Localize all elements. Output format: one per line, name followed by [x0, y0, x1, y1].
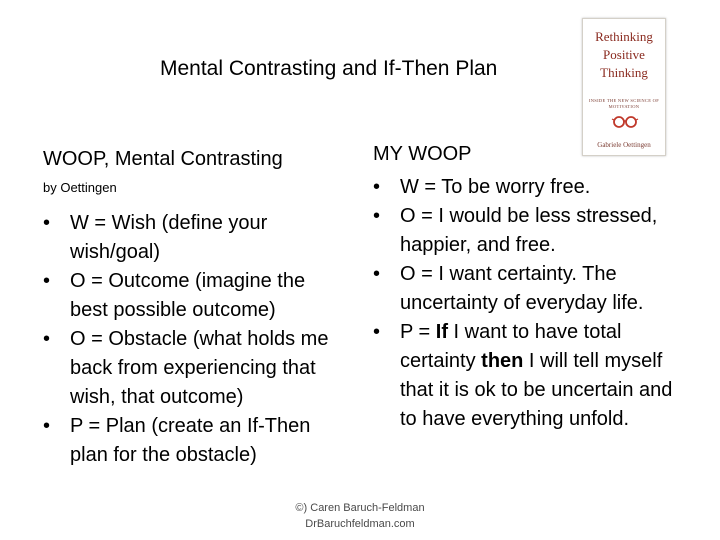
left-column-heading: WOOP, Mental Contrasting — [43, 148, 283, 170]
list-item — [43, 267, 343, 325]
book-title-line: Thinking — [600, 65, 648, 80]
bullet-glyph: • — [43, 328, 51, 350]
bullet-text: W = To be worry free. — [400, 176, 591, 198]
bullet-glyph: • — [43, 415, 51, 437]
then-keyword: then — [481, 350, 524, 372]
bullet-glyph: • — [43, 270, 51, 292]
footer-website: DrBaruchfeldman.com — [305, 518, 415, 530]
list-item — [43, 209, 343, 267]
bullet-text: W = Wish (define your wish/goal) — [70, 212, 268, 263]
list-item — [373, 173, 683, 202]
footer-credit — [260, 500, 460, 532]
bullet-glyph: • — [373, 263, 381, 285]
plan-middle: I want to have total certainty — [400, 321, 622, 372]
book-author: Gabriele Oettingen — [597, 141, 651, 149]
bullet-text: O = I would be less stressed, happier, and free. — [400, 205, 658, 256]
book-subtitle: INSIDE THE NEW SCIENCE OF MOTIVATION — [588, 98, 660, 109]
list-item — [373, 202, 683, 260]
plan-list-item — [373, 318, 683, 434]
list-item — [43, 412, 343, 470]
byline: by Oettingen — [43, 180, 117, 195]
bullet-glyph: • — [373, 321, 381, 343]
bullet-glyph: • — [373, 205, 381, 227]
book-title-line: Positive — [603, 47, 645, 62]
list-item — [43, 325, 343, 412]
slide-title: Mental Contrasting and If-Then Plan — [160, 57, 498, 80]
glasses-icon — [611, 115, 639, 129]
bullet-glyph: • — [43, 212, 51, 234]
left-bullet-list — [43, 209, 343, 470]
footer-copyright: ©) Caren Baruch-Feldman — [295, 502, 425, 514]
bullet-text: O = Obstacle (what holds me back from experiencing that wish, that outcome) — [70, 328, 329, 408]
plan-suffix: I will tell myself that it is ok to be uncertain and to have everything unfold. — [400, 350, 673, 430]
right-bullet-list — [373, 173, 683, 434]
bullet-glyph: • — [373, 176, 381, 198]
right-column-heading: MY WOOP — [373, 143, 472, 165]
bullet-text: O = Outcome (imagine the best possible outcome) — [70, 270, 306, 321]
list-item — [373, 260, 683, 318]
if-keyword: If — [435, 321, 448, 343]
book-cover — [582, 18, 666, 156]
bullet-text: P = Plan (create an If-Then plan for the obstacle) — [70, 415, 311, 466]
bullet-text: O = I want certainty. The uncertainty of everyday life. — [400, 263, 644, 314]
plan-prefix: P = — [400, 321, 436, 343]
book-title-line: Rethinking — [595, 29, 653, 44]
